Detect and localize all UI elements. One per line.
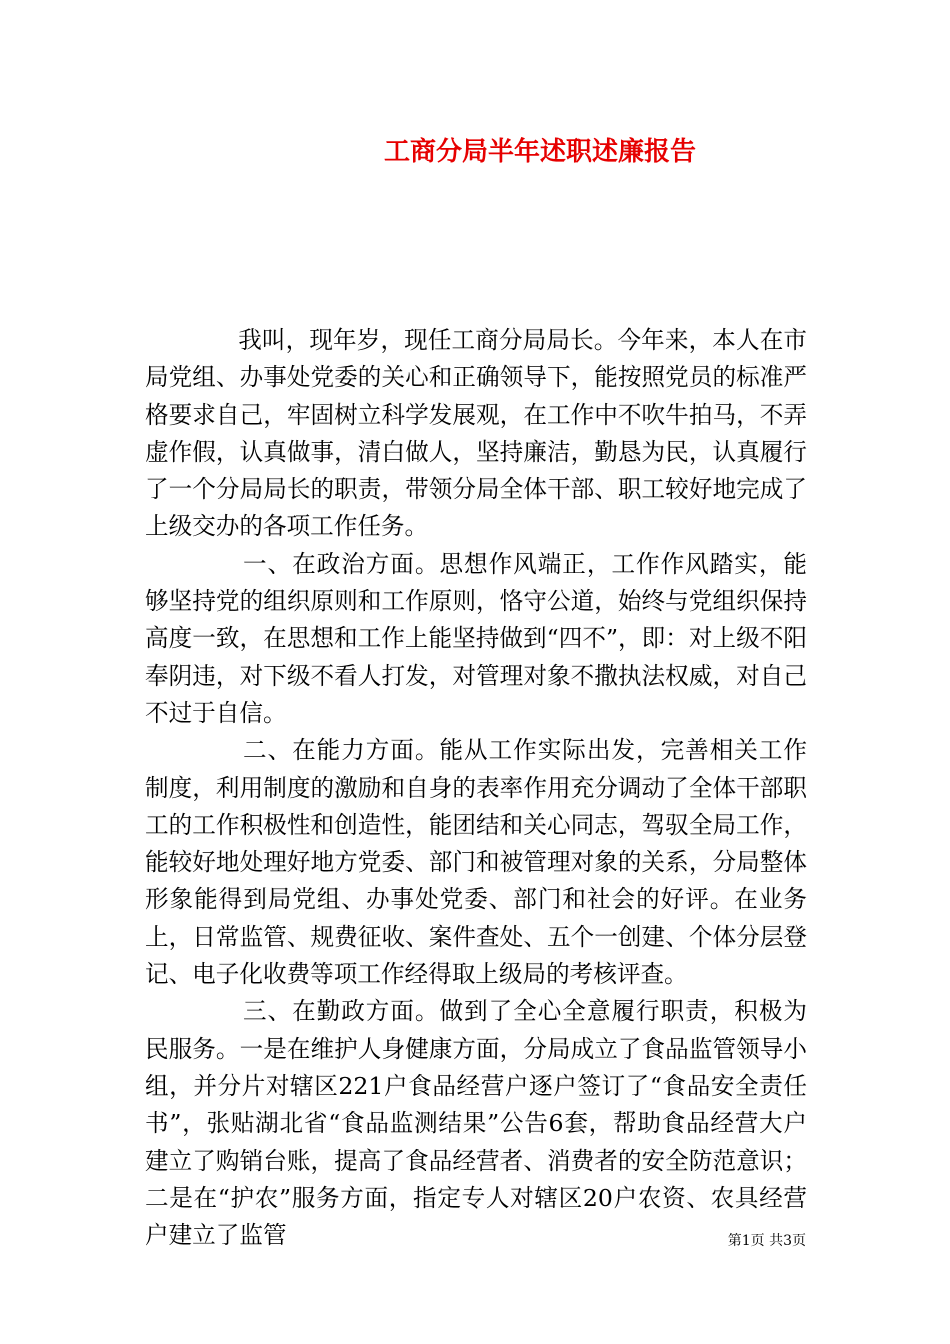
paragraph-diligence: 三、在勤政方面。做到了全心全意履行职责，积极为民服务。一是在维护人身健康方面，分局成立了食品监管领导小组，并分片对辖区221户食品经营户逐户签订了“食品安全责任书”，张贴湖北省“食品监测结果”公告6套，帮助食品经营大户建立了购销台账，提高了食品经营者、消费者的安全防范意识；二是在“护农”服务方面，指定专人对辖区20户农资、农具经营户建立了监管	[145, 997, 807, 1250]
paragraph-political: 一、在政治方面。思想作风端正，工作作风踏实，能够坚持党的组织原则和工作原则，恪守公道，始终与党组织保持高度一致，在思想和工作上能坚持做到“四不”，即：对上级不阳奉阴违，对下级不看人打发，对管理对象不撒执法权威，对自己不过于自信。	[145, 549, 807, 727]
page-number-footer: 第1页 共3页	[727, 1233, 806, 1249]
document-body	[145, 322, 807, 1254]
paragraph-ability: 二、在能力方面。能从工作实际出发，完善相关工作制度，利用制度的激励和自身的表率作用充分调动了全体干部职工的工作积极性和创造性，能团结和关心同志，驾驭全局工作，能较好地处理好地方党委、部门和被管理对象的关系，分局整体形象能得到局党组、办事处党委、部门和社会的好评。在业务上，日常监管、规费征收、案件查处、五个一创建、个体分层登记、电子化收费等项工作经得取上级局的考核评查。	[145, 736, 807, 989]
paragraph-intro: 我叫，现年岁，现任工商分局局长。今年来，本人在市局党组、办事处党委的关心和正确领导下，能按照党员的标准严格要求自己，牢固树立科学发展观，在工作中不吹牛拍马，不弄虚作假，认真做事，清白做人，坚持廉洁，勤恳为民，认真履行了一个分局局长的职责，带领分局全体干部、职工较好地完成了上级交办的各项工作任务。	[145, 326, 807, 541]
document-title: 工商分局半年述职述廉报告	[383, 137, 696, 167]
